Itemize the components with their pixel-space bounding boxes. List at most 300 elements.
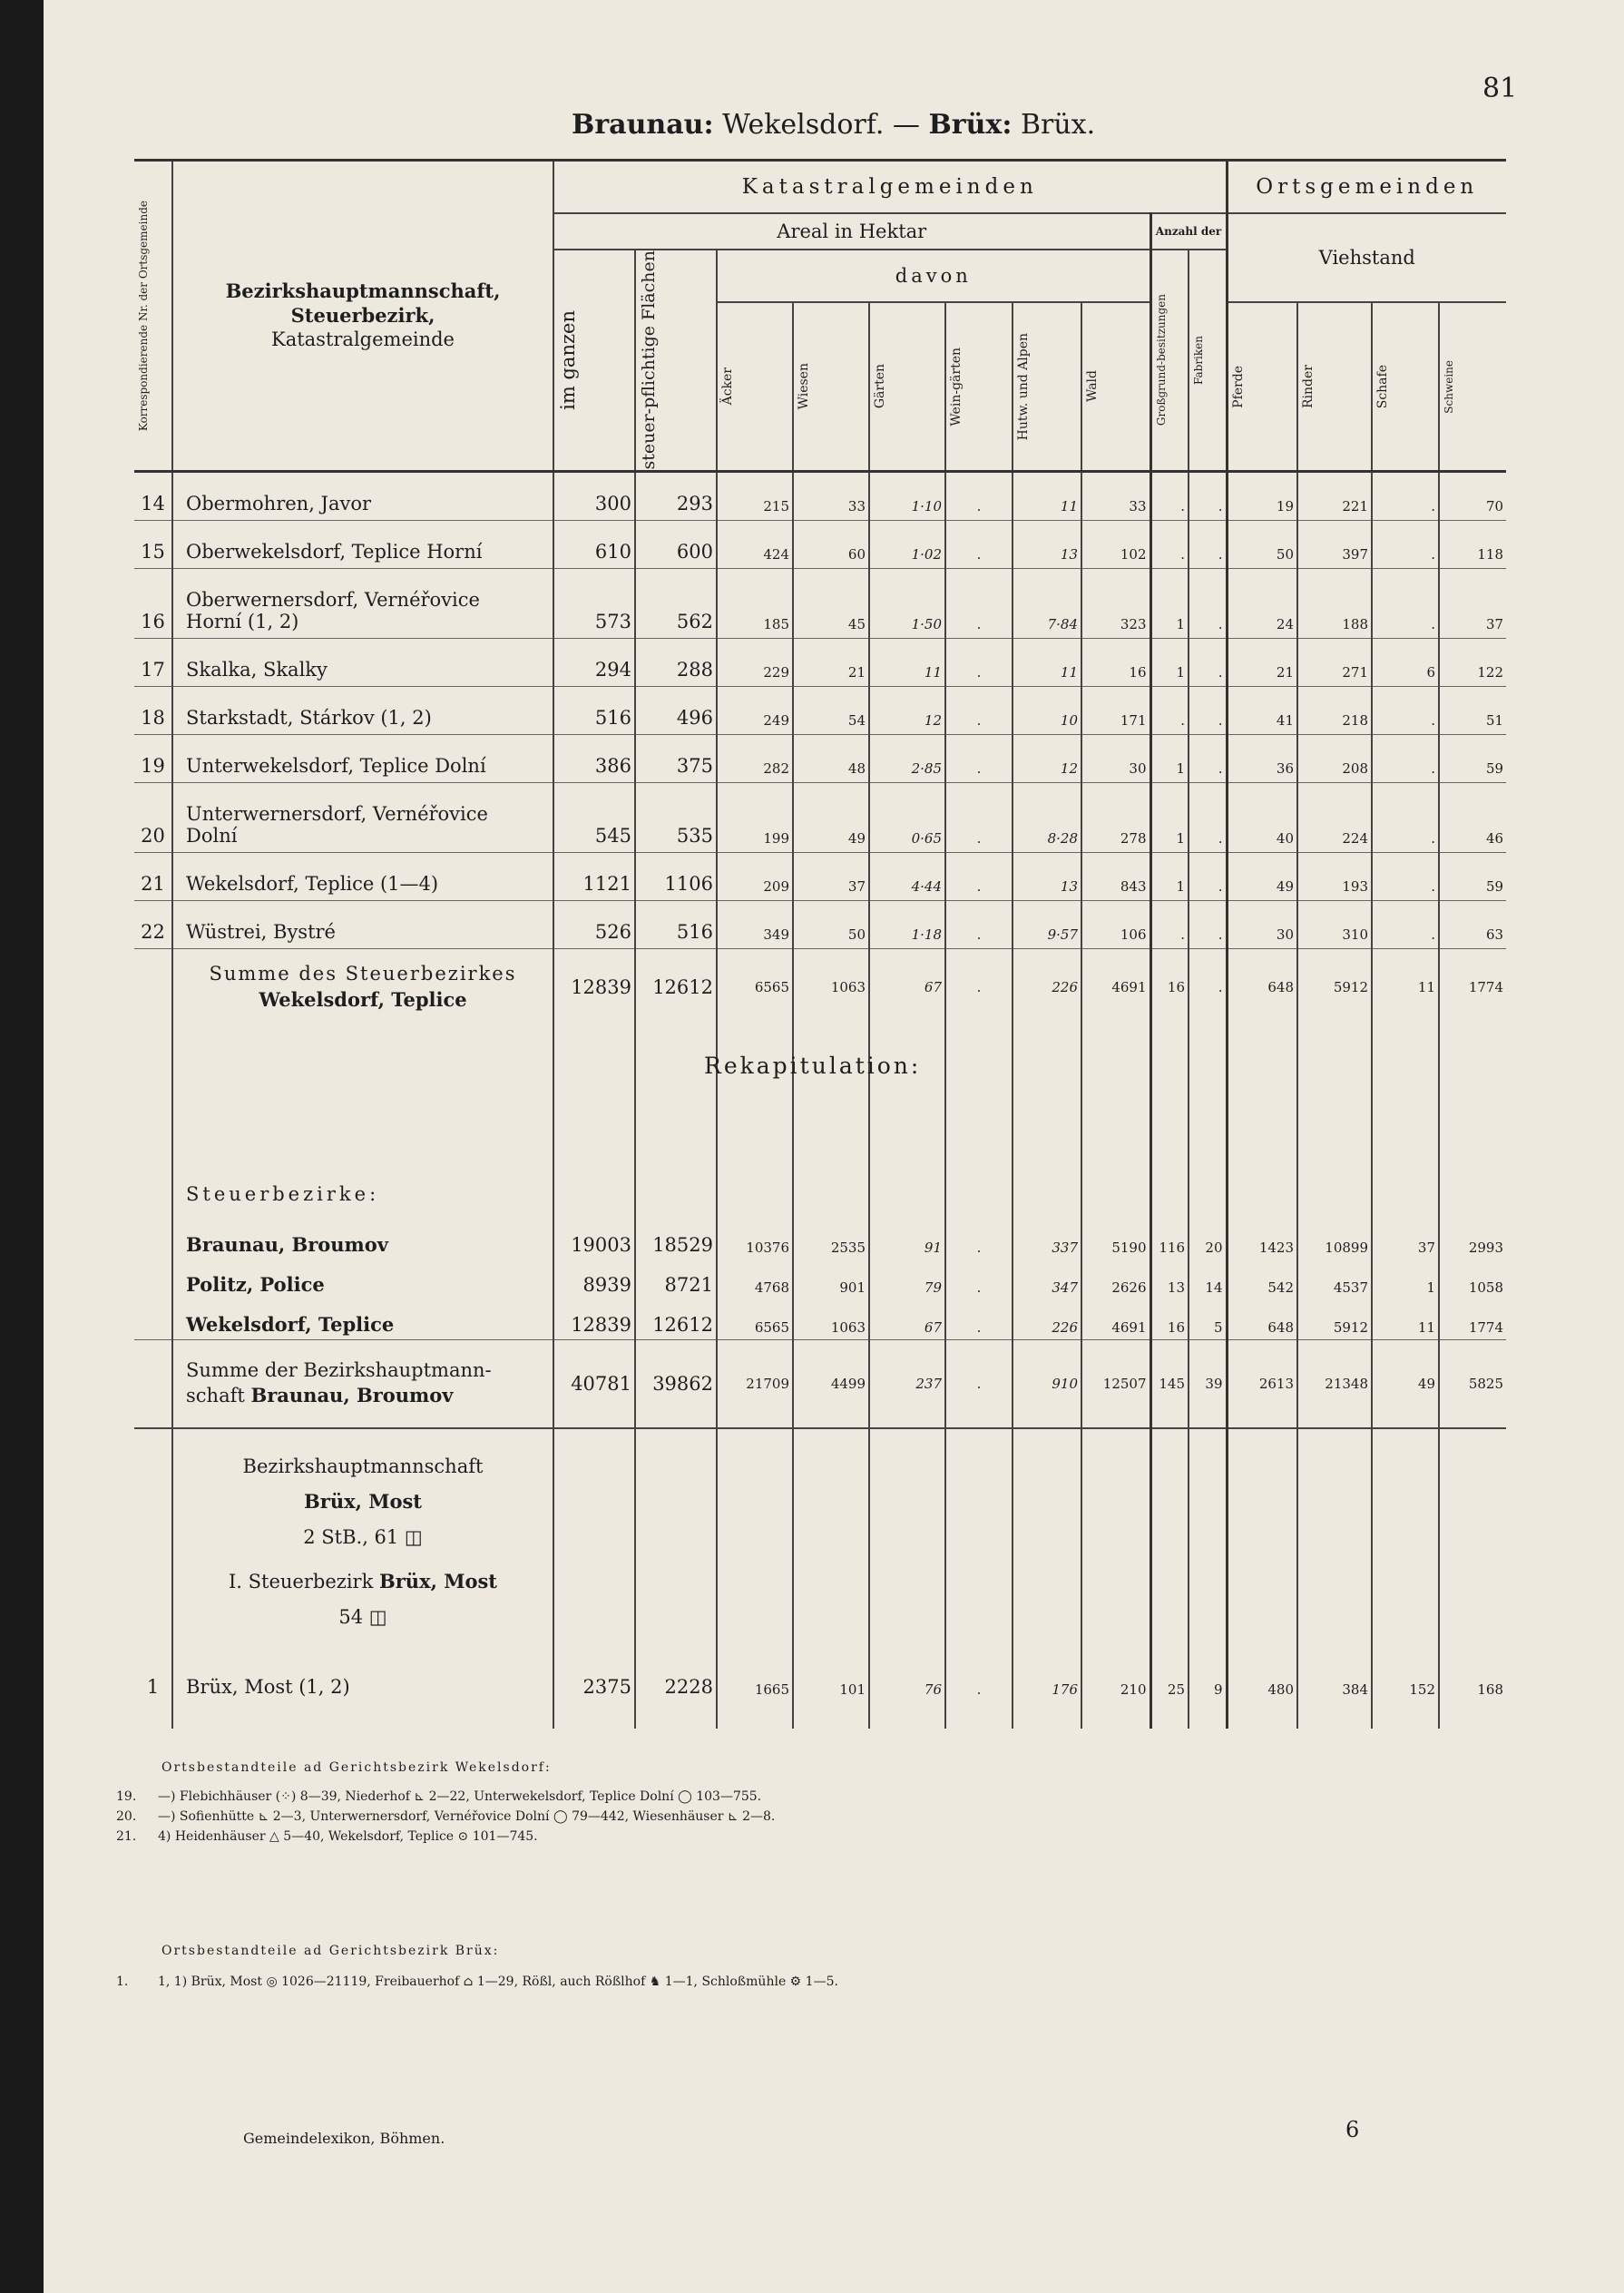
summe-wekelsdorf-row [134,948,1506,1025]
empty-cell [869,1428,945,1656]
note-line [116,1789,775,1809]
cell-sw: 46 [1439,782,1506,852]
cell-r: 4537 [1297,1259,1372,1299]
empty-cell [1081,1062,1150,1169]
row-name-line1: Starkstadt, Stárkov (1, 2) [186,706,432,729]
row-number: 18 [134,686,172,734]
cell-ga: 91 [869,1220,945,1259]
table-row [134,520,1506,568]
summe-br-l2a: schaft [186,1385,251,1407]
empty-cell [1081,1703,1150,1729]
cell-sw: 63 [1439,900,1506,948]
summe-braunau-row [134,1339,1506,1428]
empty-cell [1227,1025,1297,1062]
row-name: Brüx, Most (1, 2) [172,1656,553,1703]
cell-w: 21 [793,638,869,686]
note-line [116,1809,775,1829]
anzahl-header: Anzahl der [1150,213,1227,250]
cell-sc: 11 [1372,1299,1439,1340]
cell-w: 2535 [793,1220,869,1259]
empty-cell [635,1428,717,1656]
col-wiesen [793,302,869,471]
bruex-row [134,1656,1506,1703]
cell-wa: 2626 [1081,1259,1150,1299]
empty-cell [1150,1428,1189,1656]
cell-w: 33 [793,471,869,520]
running-header [572,109,1095,141]
cell-g: 2375 [553,1656,635,1703]
empty-cell [1227,1169,1297,1220]
summe-br-l1: Summe der Bezirkshauptmann- [186,1358,492,1381]
row-name [172,734,553,782]
row-number: 1 [146,1675,160,1698]
cell-s: 288 [635,638,717,686]
cell-p: 19 [1227,471,1297,520]
col-nr-label: Korrespondierende Nr. der Ortsgemeinde [137,200,150,431]
cell-s: 12612 [635,948,717,1025]
cell-r: 221 [1297,471,1372,520]
cell-sw: 2993 [1439,1220,1506,1259]
cell-p: 648 [1227,1299,1297,1340]
cell-ga: 1·18 [869,900,945,948]
cell-sw: 168 [1439,1656,1506,1703]
empty-cell [134,1428,172,1656]
col-steuer-label: steuer-pflichtige Flächen [639,250,659,470]
cell-wa: 102 [1081,520,1150,568]
footer-source: Gemeindelexikon, Böhmen. [243,2130,445,2147]
cell-sc: 6 [1372,638,1439,686]
cell-wg: . [945,686,1013,734]
empty-cell [553,1703,635,1729]
cell-g: 610 [553,520,635,568]
cell-a: 282 [717,734,793,782]
row-number: 19 [134,734,172,782]
col-weingaerten-label: Wein-gärten [949,347,964,426]
cell-w: 49 [793,782,869,852]
row-name [172,900,553,948]
row-number: 14 [134,471,172,520]
cell-h: 11 [1013,638,1081,686]
cell-sw: 5825 [1439,1339,1506,1428]
cell-sc: . [1372,471,1439,520]
cell-h: 12 [1013,734,1081,782]
cell-r: 5912 [1297,1299,1372,1340]
cell-h: 7·84 [1013,568,1081,638]
empty-cell [134,1169,172,1220]
cell-wg: . [945,734,1013,782]
cell-gr: . [1150,686,1189,734]
cell-w: 37 [793,852,869,900]
row-number: 21 [134,852,172,900]
cell-p: 542 [1227,1259,1297,1299]
row-name-line1: Skalka, Skalky [186,658,328,681]
empty-cell [1439,1062,1506,1169]
cell-h: 910 [1013,1339,1081,1428]
col-rinder [1297,302,1372,471]
empty-cell [134,1299,172,1340]
col-weingaerten [945,302,1013,471]
note-number: 21. [116,1829,137,1844]
col-schafe-label: Schafe [1375,364,1390,409]
empty-cell [1297,1025,1372,1062]
empty-cell [1227,1062,1297,1169]
empty-cell [1150,1703,1189,1729]
cell-wg: . [945,948,1013,1025]
cell-wa: 323 [1081,568,1150,638]
cell-w: 1063 [793,1299,869,1340]
empty-cell [945,1428,1013,1656]
row-name-line2: Dolní [186,824,238,847]
empty-cell [717,1703,793,1729]
summe-wek-l2: Wekelsdorf, Teplice [259,987,467,1011]
col-bezirk-l3: Katastralgemeinde [271,328,455,351]
note-text: 1, 1) Brüx, Most ◎ 1026—21119, Freibauerhof ⌂ 1—29, Rößl, auch Rößlhof ♞ 1—1, Schloßmühle ⚙ 1—5. [158,1975,838,1989]
cell-g: 526 [553,900,635,948]
cell-sc: 11 [1372,948,1439,1025]
note-text: —) Flebichhäuser (⁘) 8—39, Niederhof ⊾ 2—22, Unterwekelsdorf, Teplice Dolní ◯ 103—755. [158,1789,762,1804]
bruex-header-row [134,1428,1506,1656]
empty-cell [717,1169,793,1220]
bruex-block-l5: 54 ◫ [338,1605,387,1628]
cell-p: 480 [1227,1656,1297,1703]
cell-gr: . [1150,520,1189,568]
cell-wg: . [945,1259,1013,1299]
cell-w: 4499 [793,1339,869,1428]
cell-h: 9·57 [1013,900,1081,948]
note-line [116,1975,838,1994]
cell-f: . [1189,734,1227,782]
cell-h: 176 [1013,1656,1081,1703]
cell-r: 224 [1297,782,1372,852]
notes-bruex-title: Ortsbestandteile ad Gerichtsbezirk Brüx: [161,1944,500,1958]
header-wekelsdorf: Wekelsdorf. [722,109,885,141]
cell-sc: . [1372,900,1439,948]
row-name [172,852,553,900]
cell-sc: 1 [1372,1259,1439,1299]
cell-p: 41 [1227,686,1297,734]
cell-sw: 122 [1439,638,1506,686]
cell-gr: 16 [1150,948,1189,1025]
cell-r: 21348 [1297,1339,1372,1428]
cell-a: 10376 [717,1220,793,1259]
orts-header: Ortsgemeinden [1227,161,1506,214]
rekap-row [134,1299,1506,1340]
cell-g: 8939 [553,1259,635,1299]
notes-bruex [116,1975,838,1994]
cell-f: 14 [1189,1259,1227,1299]
cell-ga: 67 [869,948,945,1025]
cell-wg: . [945,852,1013,900]
cell-g: 294 [553,638,635,686]
empty-cell [793,1428,869,1656]
empty-cell [1372,1703,1439,1729]
table-row [134,734,1506,782]
cell-wg: . [945,1220,1013,1259]
cell-wa: 4691 [1081,1299,1150,1340]
cell-h: 8·28 [1013,782,1081,852]
cell-wg: . [945,520,1013,568]
empty-cell [134,1259,172,1299]
col-hutw [1013,302,1081,471]
cell-s: 516 [635,900,717,948]
header-dash: — [892,109,920,141]
cell-g: 1121 [553,852,635,900]
cell-s: 2228 [635,1656,717,1703]
col-pferde [1227,302,1297,471]
cell-r: 5912 [1297,948,1372,1025]
empty-cell [1189,1169,1227,1220]
note-number: 20. [116,1809,137,1824]
rekapitulation-title: Rekapitulation: [704,1053,922,1079]
empty-cell [1189,1428,1227,1656]
cell-g: 40781 [553,1339,635,1428]
cell-sc: . [1372,568,1439,638]
cell-h: 10 [1013,686,1081,734]
cell-gr: 145 [1150,1339,1189,1428]
empty-cell [1013,1428,1081,1656]
empty-cell [172,1062,553,1169]
cell-w: 1063 [793,948,869,1025]
cell-sw: 59 [1439,852,1506,900]
cell-gr: 1 [1150,568,1189,638]
col-im-ganzen-label: im ganzen [557,309,579,410]
cell-s: 1106 [635,852,717,900]
cell-a: 4768 [717,1259,793,1299]
cell-p: 36 [1227,734,1297,782]
cell-r: 218 [1297,686,1372,734]
cell-wg: . [945,638,1013,686]
col-grossgrund-label: Großgrund-besitzungen [1154,294,1168,426]
cell-g: 12839 [553,1299,635,1340]
cell-f: 9 [1189,1656,1227,1703]
col-bezirk-header [172,161,553,472]
col-schweine [1439,302,1506,471]
cell-ga: 11 [869,638,945,686]
empty-cell [635,1169,717,1220]
row-name [172,520,553,568]
cell-gr: 13 [1150,1259,1189,1299]
cell-a: 1665 [717,1656,793,1703]
cell-sw: 51 [1439,686,1506,734]
cell-sw: 1058 [1439,1259,1506,1299]
col-gaerten [869,302,945,471]
cell-wa: 33 [1081,471,1150,520]
empty-cell [1189,1062,1227,1169]
empty-cell [869,1169,945,1220]
empty-cell [1372,1025,1439,1062]
cell-a: 229 [717,638,793,686]
table-row [134,782,1506,852]
empty-cell [134,1025,172,1062]
cell-gr: 1 [1150,734,1189,782]
row-number: 15 [134,520,172,568]
cell-sw: 59 [1439,734,1506,782]
empty-cell [1227,1703,1297,1729]
cell-sw: 1774 [1439,1299,1506,1340]
header-district-bruex: Brüx: [928,109,1013,141]
note-number: 1. [116,1975,129,1989]
row-name-line1: Obermohren, Javor [186,492,372,514]
empty-cell [1439,1169,1506,1220]
rekap-name: Wekelsdorf, Teplice [172,1299,553,1340]
cell-wa: 278 [1081,782,1150,852]
cell-f: . [1189,520,1227,568]
note-text: —) Sofienhütte ⊾ 2—3, Unterwernersdorf, Vernéřovice Dolní ◯ 79—442, Wiesenhäuser ⊾ 2—8. [158,1809,776,1824]
empty-cell [1297,1062,1372,1169]
cell-sc: 37 [1372,1220,1439,1259]
cell-f: 5 [1189,1299,1227,1340]
cell-a: 199 [717,782,793,852]
cell-r: 188 [1297,568,1372,638]
empty-cell [172,1025,553,1062]
rekap-label-row [134,1169,1506,1220]
cell-ga: 1·10 [869,471,945,520]
cell-a: 349 [717,900,793,948]
col-fabriken [1189,250,1227,471]
row-name-line1: Oberwekelsdorf, Teplice Horní [186,540,483,563]
cell-wg: . [945,471,1013,520]
cell-p: 1423 [1227,1220,1297,1259]
rekap-row [134,1259,1506,1299]
rekap-label: Steuerbezirke: [172,1169,553,1220]
cell-wg: . [945,568,1013,638]
cell-ga: 4·44 [869,852,945,900]
empty-cell [945,1703,1013,1729]
cell-w: 54 [793,686,869,734]
rekap-name: Politz, Police [172,1259,553,1299]
cell-ga: 79 [869,1259,945,1299]
col-gaerten-label: Gärten [873,364,887,409]
table-row [134,568,1506,638]
empty-cell [134,948,172,1025]
cell-gr: 116 [1150,1220,1189,1259]
cell-g: 573 [553,568,635,638]
empty-cell [1150,1025,1189,1062]
statistics-table [134,159,1506,1729]
cell-f: 20 [1189,1220,1227,1259]
row-name [172,568,553,638]
empty-cell [945,1169,1013,1220]
note-text: 4) Heidenhäuser △ 5—40, Wekelsdorf, Teplice ⊙ 101—745. [158,1829,538,1844]
cell-g: 545 [553,782,635,852]
summe-braunau-label [172,1339,553,1428]
cell-a: 424 [717,520,793,568]
cell-gr: . [1150,900,1189,948]
empty-cell [1372,1428,1439,1656]
cell-g: 516 [553,686,635,734]
cell-gr: 16 [1150,1299,1189,1340]
cell-s: 293 [635,471,717,520]
cell-w: 60 [793,520,869,568]
cell-wa: 843 [1081,852,1150,900]
cell-f: . [1189,686,1227,734]
notes-wekelsdorf-title: Ortsbestandteile ad Gerichtsbezirk Wekelsdorf: [161,1760,552,1775]
page-number: 81 [1482,73,1518,104]
bruex-l4b: Brüx, Most [378,1569,497,1592]
cell-r: 384 [1297,1656,1372,1703]
cell-ga: 12 [869,686,945,734]
cell-sw: 37 [1439,568,1506,638]
col-aecker [717,302,793,471]
empty-cell [553,1169,635,1220]
cell-gr: 1 [1150,782,1189,852]
header-bruex: Brüx. [1020,109,1096,141]
empty-cell [1297,1169,1372,1220]
row-name [172,686,553,734]
book-binding [0,0,44,2293]
header-district-braunau: Braunau: [572,109,714,141]
empty-cell [134,1062,172,1169]
cell-f: . [1189,638,1227,686]
cell-h: 13 [1013,852,1081,900]
cell-p: 50 [1227,520,1297,568]
empty-cell [553,1025,635,1062]
empty-cell [1081,1428,1150,1656]
cell-ga: 76 [869,1656,945,1703]
empty-cell [134,1339,172,1428]
table-row [134,852,1506,900]
cell-s: 8721 [635,1259,717,1299]
cell-sw: 70 [1439,471,1506,520]
row-number: 16 [134,568,172,638]
empty-cell [1081,1025,1150,1062]
table-row [134,900,1506,948]
cell-r: 271 [1297,638,1372,686]
bruex-block-l1: Bezirkshauptmannschaft [242,1455,484,1478]
bruex-block [172,1428,553,1656]
cell-g: 386 [553,734,635,782]
empty-cell [1081,1169,1150,1220]
col-im-ganzen [553,250,635,471]
cell-p: 49 [1227,852,1297,900]
note-number: 19. [116,1789,137,1804]
cell-p: 24 [1227,568,1297,638]
cell-a: 215 [717,471,793,520]
cell-sw: 118 [1439,520,1506,568]
empty-cell [553,1428,635,1656]
cell-sc: . [1372,686,1439,734]
cell-ga: 0·65 [869,782,945,852]
empty-cell [945,1062,1013,1169]
row-name [172,471,553,520]
cell-p: 30 [1227,900,1297,948]
cell-s: 496 [635,686,717,734]
cell-wa: 12507 [1081,1339,1150,1428]
empty-cell [635,1703,717,1729]
col-schafe [1372,302,1439,471]
cell-a: 21709 [717,1339,793,1428]
cell-gr: 1 [1150,638,1189,686]
cell-a: 6565 [717,948,793,1025]
table-row [134,638,1506,686]
col-rinder-label: Rinder [1301,364,1316,408]
cell-w: 45 [793,568,869,638]
row-name-line1: Wekelsdorf, Teplice (1—4) [186,872,439,895]
cell-wa: 16 [1081,638,1150,686]
cell-s: 39862 [635,1339,717,1428]
cell-s: 12612 [635,1299,717,1340]
cell-f: . [1189,948,1227,1025]
cell-sc: . [1372,852,1439,900]
cell-s: 18529 [635,1220,717,1259]
row-name-line1: Oberwernersdorf, Vernéřovice [186,588,480,611]
cell-wa: 4691 [1081,948,1150,1025]
cell-r: 397 [1297,520,1372,568]
cell-g: 300 [553,471,635,520]
col-hutw-label: Hutw. und Alpen [1016,332,1031,441]
cell-wa: 210 [1081,1656,1150,1703]
cell-a: 185 [717,568,793,638]
